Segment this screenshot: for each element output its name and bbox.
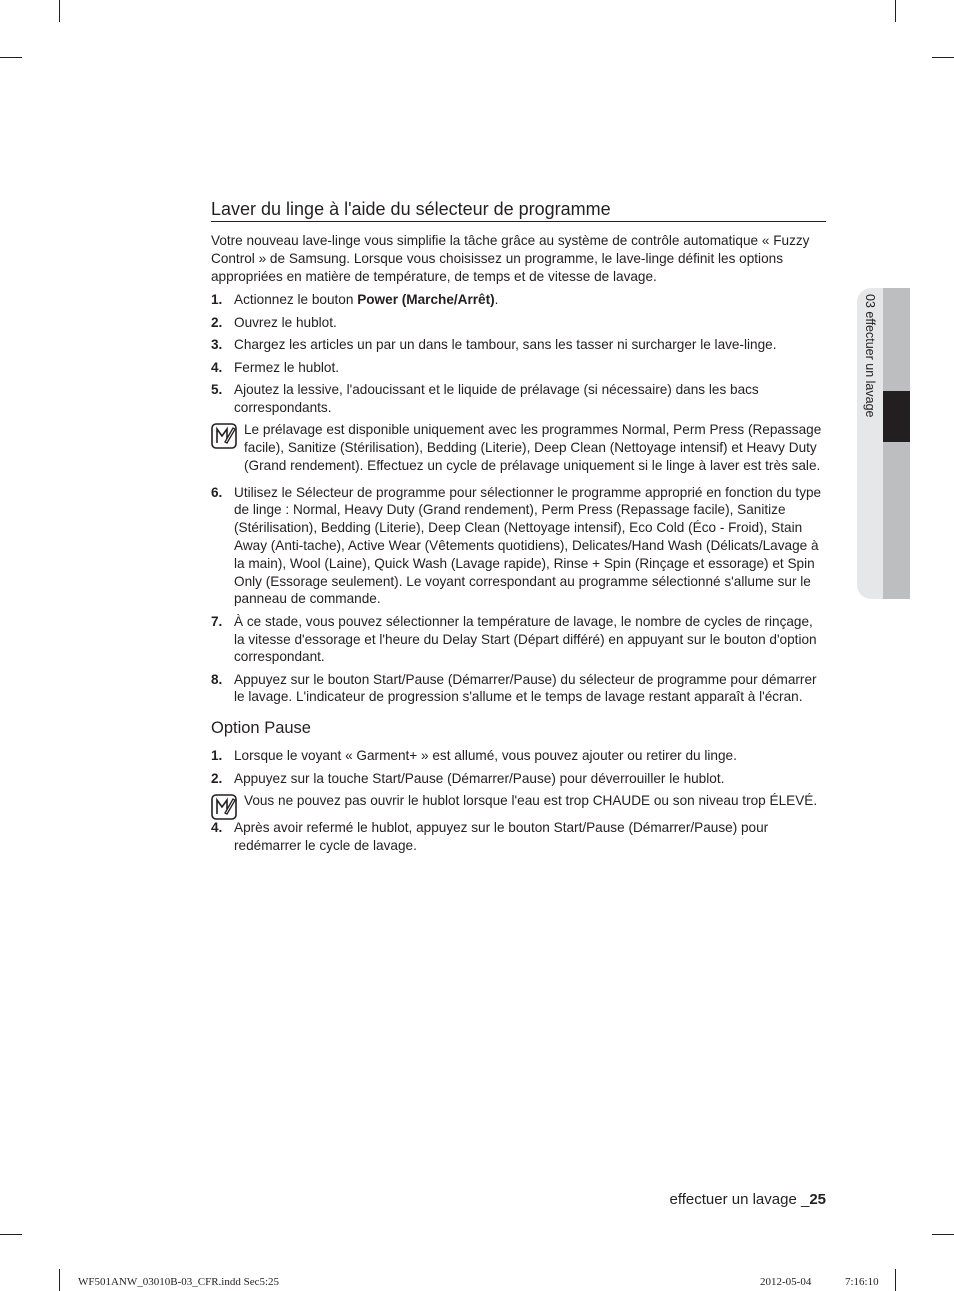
list-item (211, 314, 826, 332)
note-pencil-icon (211, 423, 237, 449)
steps-list (211, 291, 826, 416)
list-item (211, 819, 826, 855)
step-text: Lorsque le voyant « Garment+ » est allumé, vous pouvez ajouter ou retirer du linge. (234, 748, 737, 764)
step-number: 2. (211, 314, 223, 330)
step-number: 3. (211, 337, 223, 353)
step-text: À ce stade, vous pouvez sélectionner la température de lavage, le nombre de cycles de rinçage, la vitesse d'essorage et l'heure du Delay Start (Départ différé) en appuyant sur le bouton d'option correspondant. (234, 613, 817, 665)
step-text-end: . (494, 292, 499, 308)
step-number: 8. (211, 671, 223, 687)
list-item (211, 484, 826, 609)
list-item (211, 291, 826, 309)
list-item (211, 381, 826, 417)
chapter-tab-band (883, 288, 910, 599)
footer-label: effectuer un lavage _ (669, 1191, 810, 1208)
list-item (211, 359, 826, 377)
step-text: Après avoir refermé le hublot, appuyez sur le bouton Start/Pause (Démarrer/Pause) pour redémarrer le cycle de lavage. (234, 819, 769, 853)
intro-paragraph: Votre nouveau lave-linge vous simplifie la tâche grâce au système de contrôle automatique « Fuzzy Control » de Samsung. Lorsque vous choisissez un programme, le lave-linge définit les options appropriées en matière de température, de temps et de vitesse de lavage. (211, 233, 810, 284)
note-block (211, 421, 826, 474)
note-block (211, 792, 826, 810)
crop-mark (59, 1269, 60, 1291)
page-number: 25 (809, 1191, 826, 1208)
note-text: Vous ne pouvez pas ouvrir le hublot lorsque l'eau est trop CHAUDE ou son niveau trop ÉLEVÉ. (244, 793, 818, 809)
step-number: 6. (211, 484, 223, 500)
page-footer (669, 1191, 826, 1208)
step-number: 4. (211, 819, 223, 835)
step-text: Actionnez le bouton (234, 292, 358, 308)
chapter-tab-label: 03 effectuer un lavage (863, 294, 877, 418)
list-item (211, 613, 826, 666)
note-pencil-icon (211, 794, 237, 820)
page-content (211, 198, 826, 859)
step-text: Appuyez sur la touche Start/Pause (Démarrer/Pause) pour déverrouiller le hublot. (234, 770, 725, 786)
step-number: 2. (211, 770, 223, 786)
crop-mark (932, 1234, 954, 1235)
slug-filename: WF501ANW_03010B-03_CFR.indd Sec5:25 (78, 1276, 280, 1288)
step-text: Ajoutez la lessive, l'adoucissant et le liquide de prélavage (si nécessaire) dans les bacs correspondants. (234, 381, 759, 415)
list-item (211, 671, 826, 707)
step-number: 4. (211, 359, 223, 375)
crop-mark (59, 0, 60, 22)
step-number: 5. (211, 381, 223, 397)
step-number: 1. (211, 748, 223, 764)
note-text: Le prélavage est disponible uniquement avec les programmes Normal, Perm Press (Repassage facile), Sanitize (Stérilisation), Bedding (Literie), Deep Clean (Nettoyage intensif) et Heavy Duty (Grand rendement). Effectuez un cycle de prélavage uniquement si le linge à laver est très sale. (244, 422, 822, 473)
list-item (211, 336, 826, 354)
crop-mark (932, 57, 954, 58)
section-title: Laver du linge à l'aide du sélecteur de programme (211, 198, 826, 222)
steps-list (211, 484, 826, 707)
crop-mark (0, 57, 22, 58)
step-text: Chargez les articles un par un dans le tambour, sans les tasser ni surcharger le lave-linge. (234, 337, 777, 353)
subsection-title: Option Pause (211, 719, 311, 738)
step-text: Appuyez sur le bouton Start/Pause (Démarrer/Pause) du sélecteur de programme pour démarrer le lavage. L'indicateur de progression s'allume et le temps de lavage restant apparaît à l'écran. (234, 671, 817, 705)
step-number: 1. (211, 292, 223, 308)
crop-mark (0, 1234, 22, 1235)
slug-time: 7:16:10 (845, 1276, 879, 1288)
crop-mark (895, 0, 896, 22)
list-item (211, 770, 826, 788)
step-text: Utilisez le Sélecteur de programme pour sélectionner le programme approprié en fonction du type de linge : Normal, Heavy Duty (Grand rendement), Perm Press (Repassage facile), Sanitize (Stérilisation), Bedding (Literie), Deep Clean (Nettoyage intensif), Eco Cold (Éco - Froid), Stain Away (Anti-tache), Active Wear (Vêtements quotidiens), Delicates/Hand Wash (Délicats/Lavage à la main), Wool (Laine), Quick Wash (Lavage rapide), Rinse + Spin (Rinçage et essorage) et Spin Only (Essorage seulement). Le voyant correspondant au programme sélectionné s'allume sur le panneau de commande. (234, 484, 822, 607)
step-text: Ouvrez le hublot. (234, 314, 337, 330)
step-number: 7. (211, 613, 223, 629)
slug-date: 2012-05-04 (760, 1276, 812, 1288)
power-button-label: Power (Marche/Arrêt) (357, 292, 495, 308)
steps-list (211, 747, 826, 787)
list-item (211, 747, 826, 765)
step-text: Fermez le hublot. (234, 359, 340, 375)
chapter-tab-marker (883, 391, 910, 442)
crop-mark (895, 1269, 896, 1291)
steps-list (211, 819, 826, 855)
